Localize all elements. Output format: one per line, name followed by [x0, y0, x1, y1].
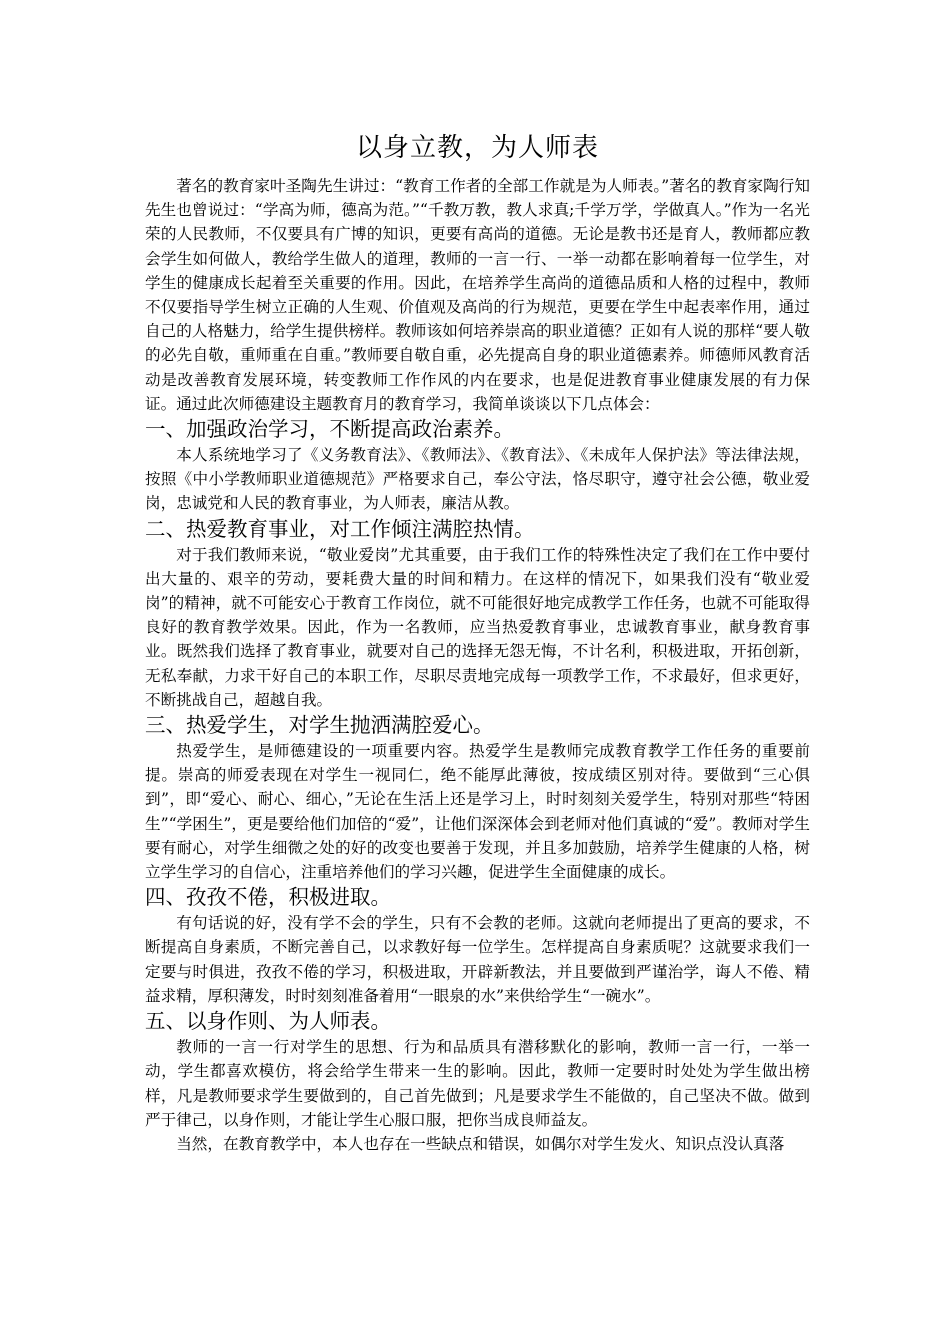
section-2-paragraph: 对于我们教师来说，“敬业爱岗”尤其重要，由于我们工作的特殊性决定了我们在工作中要付出大量的、艰辛的劳动，要耗费大量的时间和精力。在这样的情况下，如果我们没有“敬业爱岗”的精神，就不可能安心于教育工作岗位，就不可能很好地完成教学工作任务，也就不可能取得良好的教育教学效果。因此，作为一名教师，应当热爱教育事业，忠诚教育事业，献身教育事业。既然我们选择了教育事业，就要对自己的选择无怨无悔，不计名利，积极进取，开拓创新，无私奉献，力求干好自己的本职工作，尽职尽责地完成每一项教学工作，不求最好，但求更好，不断挑战自己，超越自我。	[145, 545, 810, 709]
section-3-paragraph: 热爱学生，是师德建设的一项重要内容。热爱学生是教师完成教育教学工作任务的重要前提。崇高的师爱表现在对学生一视同仁，绝不能厚此薄彼，按成绩区别对待。要做到“三心俱到”，即“爱心、耐心、细心，”无论在生活上还是学习上，时时刻刻关爱学生，特别对那些“特困生”“学困生”，更是要给他们加倍的“爱”，让他们深深体会到老师对他们真诚的“爱”。教师对学生要有耐心，对学生细微之处的好的改变也要善于发现，并且多加鼓励，培养学生健康的人格，树立学生学习的自信心，注重培养他们的学习兴趣，促进学生全面健康的成长。	[145, 742, 810, 882]
section-heading-4: 四、孜孜不倦，积极进取。	[145, 885, 391, 910]
intro-paragraph: 著名的教育家叶圣陶先生讲过：“教育工作者的全部工作就是为人师表。”著名的教育家陶行知先生也曾说过：“学高为师，德高为范。”“千教万教，教人求真;千学万学，学做真人。”作为一名光荣的人民教师，不仅要具有广博的知识，更要有高尚的道德。无论是教书还是育人，教师都应教会学生如何做人，教给学生做人的道理，教师的一言一行、一举一动都在影响着每一位学生，对学生的健康成长起着至关重要的作用。因此，在培养学生高尚的道德品质和人格的过程中，教师不仅要指导学生树立正确的人生观、价值观及高尚的行为规范，更要在学生中起表率作用，通过自己的人格魅力，给学生提供榜样。教师该如何培养崇高的职业道德？正如有人说的那样“要人敬的必先自敬，重师重在自重。”教师要自敬自重，必先提高自身的职业道德素养。师德师风教育活动是改善教育发展环境，转变教师工作作风的内在要求，也是促进教育事业健康发展的有力保证。通过此次师德建设主题教育月的教育学习，我简单谈谈以下几点体会：	[145, 177, 810, 413]
closing-paragraph: 当然，在教育教学中，本人也存在一些缺点和错误，如偶尔对学生发火、知识点没认真落	[176, 1134, 785, 1153]
section-1-paragraph: 本人系统地学习了《义务教育法》、《教师法》、《教育法》、《未成年人保护法》等法律法规，按照《中小学教师职业道德规范》严格要求自己，奉公守法，恪尽职守，遵守社会公德，敬业爱岗，忠诚党和人民的教育事业，为人师表，廉洁从教。	[145, 446, 810, 513]
section-heading-2: 二、热爱教育事业，对工作倾注满腔热情。	[145, 516, 535, 541]
section-heading-3: 三、热爱学生，对学生抛洒满腔爱心。	[145, 713, 494, 738]
section-heading-1: 一、加强政治学习，不断提高政治素养。	[145, 417, 514, 442]
section-heading-5: 五、以身作则、为人师表。	[145, 1009, 391, 1034]
section-4-paragraph: 有句话说的好，没有学不会的学生，只有不会教的老师。这就向老师提出了更高的要求，不断提高自身素质，不断完善自己，以求教好每一位学生。怎样提高自身素质呢？这就要求我们一定要与时俱进，孜孜不倦的学习，积极进取，开辟新教法，并且要做到严谨治学，诲人不倦、精益求精，厚积薄发，时时刻刻准备着用“一眼泉的水”来供给学生“一碗水”。	[145, 914, 810, 1005]
document-title: 以身立教，为人师表	[355, 133, 599, 163]
document-page	[145, 128, 810, 1156]
section-5-paragraph: 教师的一言一行对学生的思想、行为和品质具有潜移默化的影响，教师一言一行，一举一动，学生都喜欢模仿，将会给学生带来一生的影响。因此，教师一定要时时处处为学生做出榜样，凡是教师要求学生要做到的，自己首先做到；凡是要求学生不能做的，自己坚决不做。做到严于律己，以身作则，才能让学生心服口服，把你当成良师益友。	[145, 1038, 810, 1129]
